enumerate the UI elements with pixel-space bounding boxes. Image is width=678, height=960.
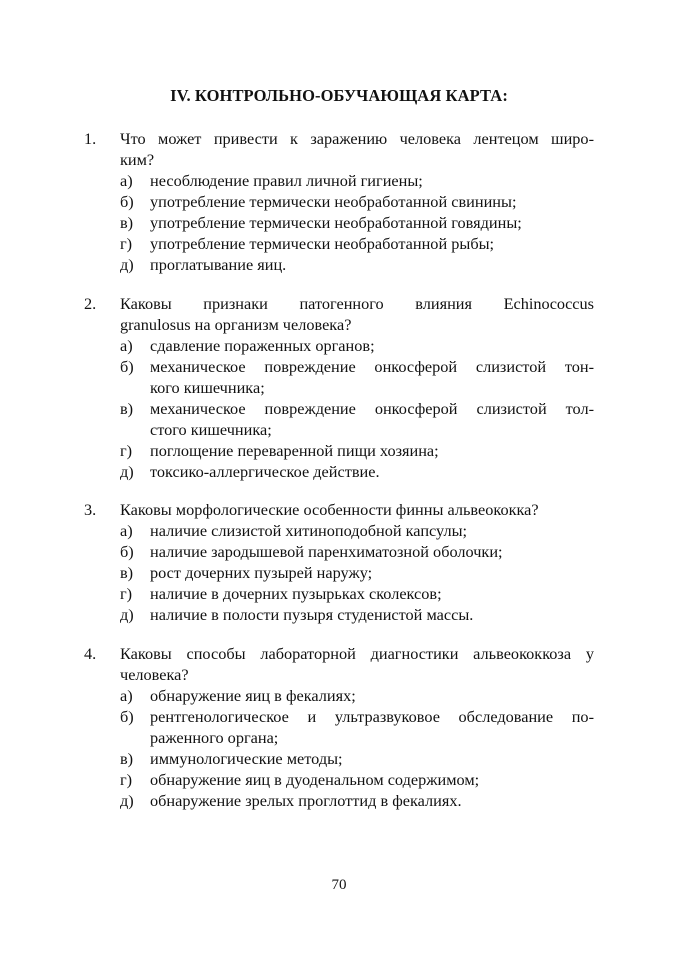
- answer-option-v: [84, 748, 594, 769]
- answer-option-g: [84, 440, 594, 461]
- answer-option-b: [84, 191, 594, 212]
- question-number: 3.: [84, 500, 97, 519]
- option-letter: д): [120, 255, 134, 274]
- option-text: несоблюдение правил личной гигиены;: [150, 171, 423, 190]
- answer-option-a: [84, 170, 594, 191]
- option-letter: г): [120, 584, 133, 603]
- option-text-line: рентгенологическое и ультразвуковое обследование по-: [150, 707, 594, 726]
- question-stem: [84, 499, 594, 520]
- option-text-line: раженного органа;: [150, 728, 279, 747]
- answer-option-a: [84, 335, 594, 356]
- option-text: обнаружение яиц в фекалиях;: [150, 686, 356, 705]
- option-text: обнаружение зрелых проглоттид в фекалиях.: [150, 791, 462, 810]
- option-letter: а): [120, 336, 133, 355]
- question-4: [84, 643, 594, 811]
- option-text: употребление термически необработанной свинины;: [150, 192, 517, 211]
- answer-option-g: [84, 769, 594, 790]
- option-letter: б): [120, 707, 134, 726]
- question-text-line: ким?: [120, 150, 155, 169]
- option-text-line: кого кишечника;: [150, 378, 265, 397]
- answer-options: [84, 170, 594, 275]
- answer-option-a: [84, 520, 594, 541]
- option-letter: в): [120, 563, 134, 582]
- answer-option-g: [84, 583, 594, 604]
- answer-option-v: [84, 212, 594, 233]
- question-text-line: Каковы способы лабораторной диагностики альвеококкоза у: [120, 644, 594, 663]
- option-text: обнаружение яиц в дуоденальном содержимом;: [150, 770, 480, 789]
- option-letter: д): [120, 462, 134, 481]
- question-stem: [84, 643, 594, 685]
- option-letter: в): [120, 749, 134, 768]
- answer-options: [84, 520, 594, 625]
- answer-option-v: [84, 398, 594, 440]
- option-text: употребление термически необработанной рыбы;: [150, 234, 495, 253]
- answer-options: [84, 335, 594, 482]
- option-text: наличие в дочерних пузырьках сколексов;: [150, 584, 442, 603]
- option-text: употребление термически необработанной говядины;: [150, 213, 522, 232]
- question-number: 4.: [84, 644, 97, 663]
- option-letter: б): [120, 542, 134, 561]
- option-text: сдавление пораженных органов;: [150, 336, 375, 355]
- answer-option-b: [84, 356, 594, 398]
- question-text-line: Каковы признаки патогенного влияния Echinococcus: [120, 294, 594, 313]
- option-letter: а): [120, 171, 133, 190]
- question-text-line: человека?: [120, 665, 189, 684]
- option-letter: б): [120, 192, 134, 211]
- question-number: 2.: [84, 294, 97, 313]
- page-number: 70: [331, 877, 347, 893]
- option-letter: д): [120, 791, 134, 810]
- answer-option-d: [84, 790, 594, 811]
- option-letter: в): [120, 213, 134, 232]
- answer-option-v: [84, 562, 594, 583]
- option-text: наличие в полости пузыря студенистой массы.: [150, 605, 474, 624]
- answer-option-d: [84, 461, 594, 482]
- question-text-line: Каковы морфологические особенности финны альвеококка?: [120, 500, 539, 519]
- answer-option-b: [84, 541, 594, 562]
- question-1: [84, 128, 594, 275]
- answer-option-d: [84, 254, 594, 275]
- option-text: наличие зародышевой паренхиматозной оболочки;: [150, 542, 503, 561]
- question-stem: [84, 128, 594, 170]
- option-text: проглатывание яиц.: [150, 255, 287, 274]
- option-text-line: стого кишечника;: [150, 420, 272, 439]
- option-letter: г): [120, 234, 133, 253]
- question-2: [84, 293, 594, 482]
- option-text-line: механическое повреждение онкосферой слизистой тон-: [150, 357, 594, 376]
- answer-option-b: [84, 706, 594, 748]
- option-letter: а): [120, 521, 133, 540]
- answer-option-g: [84, 233, 594, 254]
- option-text: иммунологические методы;: [150, 749, 343, 768]
- answer-option-d: [84, 604, 594, 625]
- answer-options: [84, 685, 594, 811]
- question-3: [84, 499, 594, 625]
- option-letter: б): [120, 357, 134, 376]
- option-text: токсико-аллергическое действие.: [150, 462, 380, 481]
- question-text-line: Что может привести к заражению человека лентецом широ-: [120, 129, 594, 148]
- option-text-line: механическое повреждение онкосферой слизистой тол-: [150, 399, 594, 418]
- question-stem: [84, 293, 594, 335]
- option-letter: г): [120, 770, 133, 789]
- page-title: IV. КОНТРОЛЬНО-ОБУЧАЮЩАЯ КАРТА:: [170, 86, 508, 105]
- option-text: наличие слизистой хитиноподобной капсулы;: [150, 521, 468, 540]
- option-letter: д): [120, 605, 134, 624]
- option-text: поглощение переваренной пищи хозяина;: [150, 441, 439, 460]
- question-text-line: granulosus на организм человека?: [120, 315, 352, 334]
- answer-option-a: [84, 685, 594, 706]
- question-number: 1.: [84, 129, 97, 148]
- option-letter: а): [120, 686, 133, 705]
- option-text: рост дочерних пузырей наружу;: [150, 563, 373, 582]
- option-letter: в): [120, 399, 134, 418]
- option-letter: г): [120, 441, 133, 460]
